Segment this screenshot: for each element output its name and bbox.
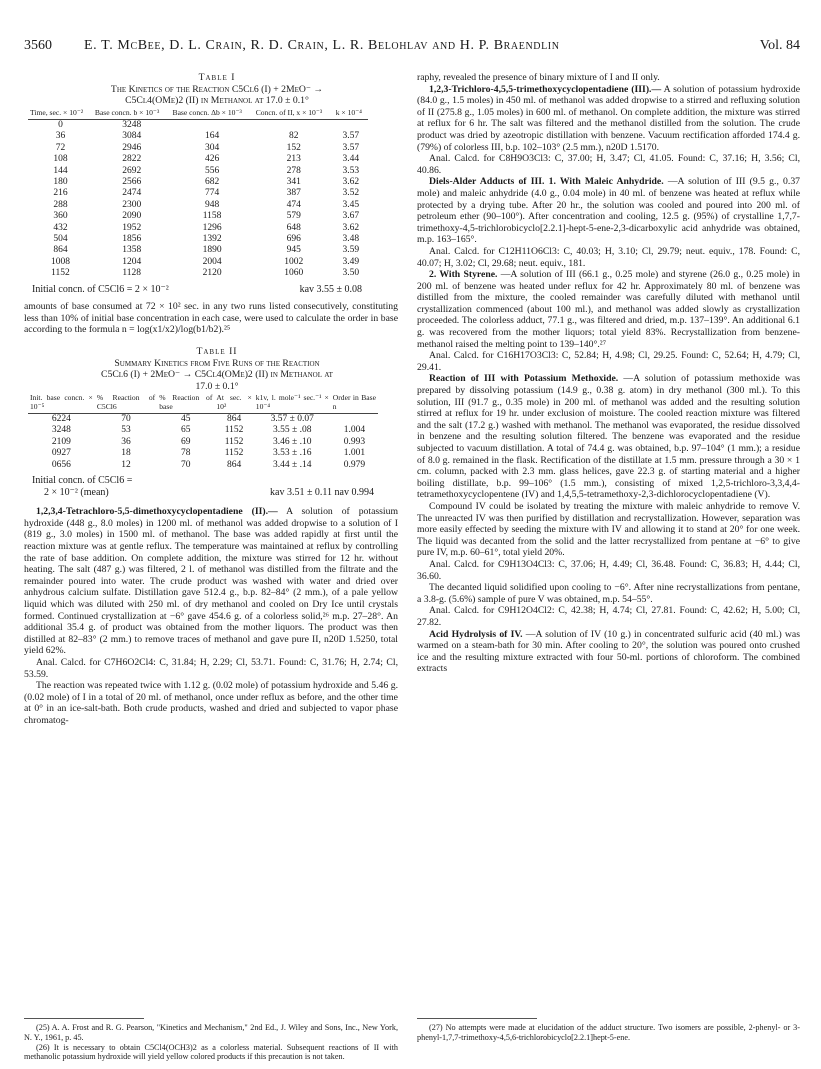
paragraph-text: Anal. Calcd. for C9H13O4Cl3: C, 37.06; H, 4.49; Cl, 36.48. Found: C, 36.83; H, 4.44; Cl, 36.60. <box>417 558 800 582</box>
table-cell: 45 <box>181 413 191 424</box>
table-cell: 3248 <box>51 425 71 436</box>
table-cell: 1204 <box>122 256 142 267</box>
section-heading: 1,2,3,4-Tetrachloro-5,5-dimethoxycyclopentadiene (II).— <box>36 506 278 518</box>
table2-caption-line2: C5Cl6 (I) + 2MeO⁻ → C5Cl4(OMe)2 (II) in Methanol at <box>101 369 333 381</box>
table-cell: 1296 <box>202 222 222 233</box>
table-row <box>28 143 368 154</box>
table-cell: 3.49 <box>342 256 360 267</box>
table2-foot-mean: 2 × 10⁻² (mean) <box>44 486 109 498</box>
table2-foot-kav: kav 3.51 ± 0.11 nav 0.994 <box>270 486 374 498</box>
table1-header: k × 10⁻⁴ <box>334 109 368 120</box>
right-body-text <box>417 72 800 675</box>
table2-header: k1v, l. mole⁻¹ sec.⁻¹ × 10⁻⁴ <box>254 394 331 413</box>
paragraph-text: —A solution of IV (10 g.) in concentrated sulfuric acid (40 ml.) was warmed on a steam-bath for 30 min. After cooling to 20°, the solution was poured onto crushed ice and the resulting mixture extracted with four 50-ml. portions of chloroform. The combined extracts <box>417 628 800 675</box>
body-paragraph <box>417 501 800 559</box>
table-cell: 180 <box>53 177 68 188</box>
table-cell: 774 <box>204 188 220 199</box>
table-cell: 144 <box>53 165 68 176</box>
table-cell: 341 <box>286 177 301 188</box>
table-cell: 2692 <box>122 165 142 176</box>
table1-header: Base concn. Δb × 10⁻³ <box>171 109 254 120</box>
table-cell: 948 <box>204 199 220 210</box>
table-cell: 3.55 ± .08 <box>273 425 312 436</box>
body-paragraph <box>417 559 800 582</box>
paragraph-text: Compound IV could be isolated by treating the mixture with maleic anhydride to remove V. The unreacted IV was then purified by distillation and recrystallization. However, separation was more easily effected by seeding the mixture with IV and allowing it to stand at 20° for one week. The liquid was decanted from the solid and the latter recrystallized from pentane at −6° to give pure IV, m.p. 60–61°, total yield 20%. <box>417 500 800 559</box>
left-column <box>24 72 398 726</box>
body-paragraph <box>417 84 800 154</box>
table1-kav: kav 3.55 ± 0.08 <box>299 283 362 295</box>
table-row <box>28 234 368 245</box>
footnote-rule <box>417 1018 537 1019</box>
table1-initial-concn: Initial concn. of C5Cl6 = 2 × 10⁻² <box>32 283 169 295</box>
table-cell: 36 <box>55 131 66 142</box>
table-row <box>28 154 368 165</box>
table-cell: 78 <box>181 448 191 459</box>
table-cell: 1.004 <box>343 425 366 436</box>
table-row <box>28 223 368 234</box>
table-cell: 1128 <box>122 268 142 279</box>
table-row <box>28 460 378 471</box>
page-number: 3560 <box>24 38 52 53</box>
table-row <box>28 188 368 199</box>
table-cell: 278 <box>286 165 301 176</box>
table-cell: 3.52 <box>342 188 360 199</box>
table-cell: 387 <box>286 188 301 199</box>
table-cell: 0.993 <box>343 436 366 447</box>
footnote: (26) It is necessary to obtain C5Cl4(OCH3)2 as a colorless material. Subsequent reactions of II with methanolic potassium hydroxide will yield yellow colored products if this precaution is not taken. <box>24 1042 398 1062</box>
table-cell: 288 <box>53 199 68 210</box>
table-cell: 82 <box>288 131 299 142</box>
table-cell: 304 <box>204 142 220 153</box>
table2-header: Init. base concn. × 10⁻⁵ <box>28 394 95 413</box>
table-cell: 2120 <box>202 268 222 279</box>
table2 <box>28 394 378 471</box>
table-row <box>28 268 368 279</box>
table-cell: 3.59 <box>342 245 360 256</box>
table-row <box>28 257 368 268</box>
table2-foot-line1: Initial concn. of C5Cl6 = <box>32 475 133 486</box>
table-cell: 2822 <box>122 154 142 165</box>
table-cell: 65 <box>181 425 191 436</box>
table-cell: 1008 <box>50 256 70 267</box>
table1 <box>28 109 368 280</box>
table-cell: 72 <box>55 142 66 153</box>
author-line: E. T. McBee, D. L. Crain, R. D. Crain, L. R. Belohlav and H. P. Braendlin <box>84 38 560 53</box>
paragraph-text: Anal. Calcd. for C9H12O4Cl2: C, 42.38; H, 4.74; Cl, 27.81. Found: C, 42.62; H, 5.00; Cl, 27.82. <box>417 605 800 628</box>
running-header <box>24 38 800 58</box>
body-paragraph <box>417 605 800 628</box>
table-row <box>28 120 368 132</box>
table-cell: 2566 <box>122 177 142 188</box>
paragraph-text: —A solution of potassium methoxide was prepared by dissolving potassium (14.9 g., 0.38 g. atom) in dry methanol (300 ml.). To this solution, III (91.7 g., 0.35 mole) in 200 ml. of methanol was added and the resulting solution stirred at reflux for 19 hr. under exclusion of moisture. The cooled reaction mixture was filtered and the salt (17.2 g.) washed with methanol. The methanol was evaporated, the residue dissolved in benzene and the resulting solution filtered. The benzene was evaporated and the residue subjected to vacuum distillation. A total of 74.4 g. was obtained, b.p. 97–104° (1 mm.); a residue of 8.0 g. remained in the flask. Rectification of the distillate at 1.5 mm. pressure through a 30 × 1 cm. column, packed with 2.3 mm. glass helices, gave 22.3 g. of starting material and a higher boiling distillate, b.p. 99–106° (1.5 mm.), consisting of mixed 1,2,5-trichloro-3,3,4,4-tetramethoxycyclopentene (IV) and 1,4,5,5-tetramethoxy-2,3-dichlorocyclopentadiene (V). <box>417 373 801 501</box>
table-cell: 3.67 <box>342 211 360 222</box>
table-cell: 0 <box>58 120 63 130</box>
table-cell: 682 <box>204 177 220 188</box>
paragraph-text: A solution of potassium hydroxide (448 g., 8.0 moles) in 1200 ml. of methanol was added dropwise to a solution of I (819 g., 3.0 moles) in 1500 ml. of methanol. The base was added rapidly at first until the reaction mixture was at gentle reflux. The temperature was maintained at reflux by controlling the rate of base addition. On complete addition, the mixture was stirred for 12 hr. without heating. The salt (487 g.) was filtered, 2 l. of methanol was distilled from the filtrate and the remainder poured into water. The crude product was washed with water and dried over anhydrous calcium sulfate. Distillation gave 512.4 g., b.p. 82–84° (2 mm.), of a pale yellow liquid which was diluted with 250 ml. of dry methanol and cooled on Dry Ice until crystals formed. Continued crystallization at −6° gave 454.6 g. of a colorless solid,²⁶ m.p. 27–28°. An additional 35.4 g. of product was obtained from the mother liquors. The product was then distilled at 82–83° (2 mm.) to remove traces of methanol and gave pure II, n20D 1.5250, total yield 62%. <box>24 506 399 657</box>
table-row <box>28 177 368 188</box>
table-cell: 18 <box>121 448 131 459</box>
table-cell: 1060 <box>284 268 304 279</box>
paragraph-order-formula: amounts of base consumed at 72 × 10² sec. in any two runs listed consecutively, constituting less than 10% of initial base concentration in each case, were used to calculate the order in base according to the formula n = log(x1/x2)/log(b1/b2).²⁵ <box>24 301 398 336</box>
table-cell: 2946 <box>122 142 142 153</box>
table-cell: 1152 <box>224 436 244 447</box>
paragraph-text: —A solution of III (9.5 g., 0.37 mole) and maleic anhydride (4.0 g., 0.04 mole) in 40 ml. of benzene was heated at reflux while protected by a drying tube. After 20 hr., the solution was cooled and poured into 200 ml. of petroleum ether (90–100°). After concentration and cooling, 12.5 g. (95%) of crystalline 1,7,7-trimethoxy-4,5-trichlorobicyclo[2.2.1]-hept-5-ene-2,3-dicarboxylic acid anhydride was obtained, m.p. 163–165°. <box>417 176 801 246</box>
table-cell: 474 <box>286 199 301 210</box>
table2-footer <box>32 475 398 498</box>
body-paragraph <box>417 269 800 350</box>
table-cell: 53 <box>121 425 131 436</box>
footnote-rule <box>24 1018 144 1019</box>
table-cell: 70 <box>181 459 191 470</box>
table-cell: 3.44 ± .14 <box>273 459 312 470</box>
table-cell <box>254 120 334 132</box>
table-cell: 3248 <box>122 120 142 130</box>
table-cell: 3.45 <box>342 199 360 210</box>
table-cell: 36 <box>121 436 131 447</box>
table-cell: 1152 <box>224 448 244 459</box>
section-heading: 2. With Styrene. <box>429 269 498 281</box>
table-cell: 864 <box>226 459 242 470</box>
paragraph-text: Anal. Calcd. for C7H6O2Cl4: C, 31.84; H, 2.29; Cl, 53.71. Found: C, 31.76; H, 2.74; Cl, 53.59. <box>24 656 398 680</box>
table-row <box>28 200 368 211</box>
table2-header: At sec. × 10² <box>214 394 253 413</box>
right-footnotes <box>417 1012 800 1043</box>
table-row <box>28 437 378 448</box>
section-heading: Diels-Alder Adducts of III. 1. With Maleic Anhydride. <box>429 176 664 188</box>
table-cell: 1952 <box>122 222 142 233</box>
table2-header: % Reaction of C5Cl6 <box>95 394 157 413</box>
table-cell: 164 <box>204 131 220 142</box>
table2-header: % Reaction of base <box>157 394 214 413</box>
table-cell: 3.44 <box>342 154 360 165</box>
body-paragraph <box>24 506 398 657</box>
table-cell: 69 <box>181 436 191 447</box>
table-cell: 152 <box>286 142 301 153</box>
section-heading: Reaction of III with Potassium Methoxide. <box>429 373 619 385</box>
table-cell: 432 <box>53 222 68 233</box>
table-cell: 0656 <box>51 459 71 470</box>
body-paragraph <box>417 629 800 675</box>
volume-label: Vol. 84 <box>759 38 800 53</box>
table-cell: 3.53 <box>342 165 360 176</box>
paragraph-text: —A solution of III (66.1 g., 0.25 mole) and styrene (26.0 g., 0.25 mole) in 200 ml. of benzene was heated under reflux for 42 hr. Approximately 80 ml. of benzene was distilled from the mixture, the cooled remainder was carefully diluted with methanol until crystallization commenced (about 100 ml.), and methanol was added slowly as crystallization proceeded. The colorless adduct, 77.1 g., was filtered and dried, m.p. 137–139°. An additional 6.1 g. was recovered from the mother liquors; total yield 83%. Recrystallization from benzene-methanol raised the melting point to 139–140°.²⁷ <box>417 269 801 350</box>
table-cell: 1392 <box>202 234 222 245</box>
right-column <box>417 72 800 675</box>
table-cell: 3.57 <box>342 131 360 142</box>
table-cell: 556 <box>204 165 220 176</box>
body-paragraph <box>417 72 800 84</box>
table-cell: 3.50 <box>342 268 360 279</box>
table-cell: 1152 <box>224 425 244 436</box>
body-paragraph <box>24 657 398 680</box>
paragraph-text: The reaction was repeated twice with 1.12 g. (0.02 mole) of potassium hydroxide and 5.46 g. (0.02 mole) of I in a total of 20 ml. of methanol, once under reflux as before, and the other time at 0° in an ice-salt-bath. Both crude products, washed and dried and subjected to vapor phase chromatog- <box>24 680 398 726</box>
table-cell: 2474 <box>122 188 142 199</box>
table-cell: 1002 <box>284 256 304 267</box>
table-cell: 696 <box>286 234 301 245</box>
body-paragraph <box>417 582 800 605</box>
left-body-text <box>24 506 398 726</box>
table-cell: 3.57 ± 0.07 <box>270 413 314 424</box>
table1-caption-line1: The Kinetics of the Reaction C5Cl6 (I) + 2MeO⁻ → <box>110 83 324 95</box>
table1-title: Table I <box>198 72 236 83</box>
table1-header: Time, sec. × 10⁻² <box>28 109 93 120</box>
table-cell: 3.48 <box>342 234 360 245</box>
table-cell: 945 <box>286 245 301 256</box>
table-cell: 2300 <box>122 199 142 210</box>
table2-caption-line3: 17.0 ± 0.1° <box>195 380 239 392</box>
table-cell: 648 <box>286 222 301 233</box>
body-paragraph <box>417 153 800 176</box>
table-row <box>28 166 368 177</box>
table-cell <box>171 120 254 132</box>
table-row <box>28 448 378 459</box>
table-cell: 3.53 ± .16 <box>273 448 312 459</box>
table-cell: 3.62 <box>342 177 360 188</box>
table-cell: 6224 <box>51 413 71 424</box>
table-cell: 504 <box>53 234 68 245</box>
table-row <box>28 245 368 256</box>
body-paragraph <box>24 680 398 726</box>
paragraph-text: raphy, revealed the presence of binary mixture of I and II only. <box>417 72 660 83</box>
table-cell: 3.57 <box>342 142 360 153</box>
table-cell: 360 <box>53 211 68 222</box>
table-cell: 70 <box>121 413 131 424</box>
section-heading: Acid Hydrolysis of IV. <box>429 628 523 640</box>
table-cell: 216 <box>53 188 68 199</box>
body-paragraph <box>417 176 800 246</box>
paragraph-text: Anal. Calcd. for C12H11O6Cl3: C, 40.03; H, 3.10; Cl, 29.79; neut. equiv., 178. Found: C, 40.07; H, 3.02; Cl, 29.68; neut. equiv., 181. <box>417 245 800 269</box>
table-cell: 0927 <box>51 448 71 459</box>
table-cell: 3084 <box>122 131 142 142</box>
body-paragraph <box>417 350 800 373</box>
table-row <box>28 413 378 425</box>
paragraph-text: A solution of potassium hydroxide (84.0 g., 1.5 moles) in 450 ml. of methanol was added dropwise to a stirred and refluxing solution of II (275.8 g., 1.05 moles) in 600 ml. of methanol. On complete addition, the mixture was stirred at reflux for 6 hr. The salt was filtered and the methanol distilled from the solution. The crude product was dried by azeotropic distillation with benzene. Vacuum rectification afforded 174.4 g. (79%) of colorless III, b.p. 102–103° (2.5 mm.), n20D 1.5170. <box>417 83 800 153</box>
table-cell: 12 <box>121 459 131 470</box>
paragraph-text: The decanted liquid solidified upon cooling to −6°. After nine recrystallizations from pentane, a 3.8-g. (5.6%) sample of pure V was obtained, m.p. 54–55°. <box>417 582 800 605</box>
table-cell: 3.62 <box>342 222 360 233</box>
table-row <box>28 425 378 436</box>
table-cell <box>331 413 378 425</box>
table-row <box>28 131 368 142</box>
left-footnotes <box>24 1012 398 1062</box>
table-cell: 1358 <box>122 245 142 256</box>
table-cell: 1152 <box>51 268 70 279</box>
table-cell: 213 <box>286 154 301 165</box>
footnote: (25) A. A. Frost and R. G. Pearson, "Kinetics and Mechanism," 2nd Ed., J. Wiley and Sons, Inc., New York, N. Y., 1961, p. 45. <box>24 1023 398 1042</box>
table1-header: Base concn. b × 10⁻³ <box>93 109 171 120</box>
table-cell: 864 <box>53 245 68 256</box>
body-paragraph <box>417 246 800 269</box>
table-cell: 1.001 <box>343 448 366 459</box>
table2-caption-line1: Summary Kinetics from Five Runs of the Reaction <box>114 357 320 369</box>
section-heading: 1,2,3-Trichloro-4,5,5-trimethoxycyclopentadiene (III).— <box>429 83 662 95</box>
table-cell: 2090 <box>122 211 142 222</box>
table-cell: 2109 <box>51 436 71 447</box>
table1-header: Concn. of II, x × 10⁻³ <box>254 109 334 120</box>
table-cell: 579 <box>286 211 301 222</box>
table-cell: 1158 <box>202 211 222 222</box>
table-cell: 1856 <box>122 234 142 245</box>
table-cell: 108 <box>53 154 68 165</box>
table-cell: 864 <box>226 413 242 424</box>
table-row <box>28 211 368 222</box>
table2-header: Order in Base n <box>331 394 378 413</box>
paragraph-text: Anal. Calcd. for C16H17O3Cl3: C, 52.84; H, 4.98; Cl, 29.25. Found: C, 52.64; H, 4.79; Cl, 29.41. <box>417 350 800 373</box>
table-cell: 3.46 ± .10 <box>273 436 312 447</box>
table-cell <box>334 120 368 132</box>
footnote: (27) No attempts were made at elucidation of the adduct structure. Two isomers are possible, 2-phenyl- or 3-phenyl-1,7,7-trimethoxy-4,5,6-trichlorobicyclo[2.2.1]hept-5-ene. <box>417 1023 800 1042</box>
table-cell: 426 <box>204 154 220 165</box>
paragraph-text: Anal. Calcd. for C8H9O3Cl3: C, 37.00; H, 3.47; Cl, 41.05. Found: C, 37.16; H, 3.56; Cl, 40.86. <box>417 153 800 176</box>
table-cell: 2004 <box>202 256 222 267</box>
body-paragraph <box>417 373 800 501</box>
table-cell: 1890 <box>202 245 222 256</box>
table-cell: 0.979 <box>343 459 366 470</box>
table1-caption-line2: C5Cl4(OMe)2 (II) in Methanol at 17.0 ± 0.1° <box>125 95 309 107</box>
table2-title: Table II <box>196 346 238 358</box>
table1-footer <box>32 284 362 296</box>
